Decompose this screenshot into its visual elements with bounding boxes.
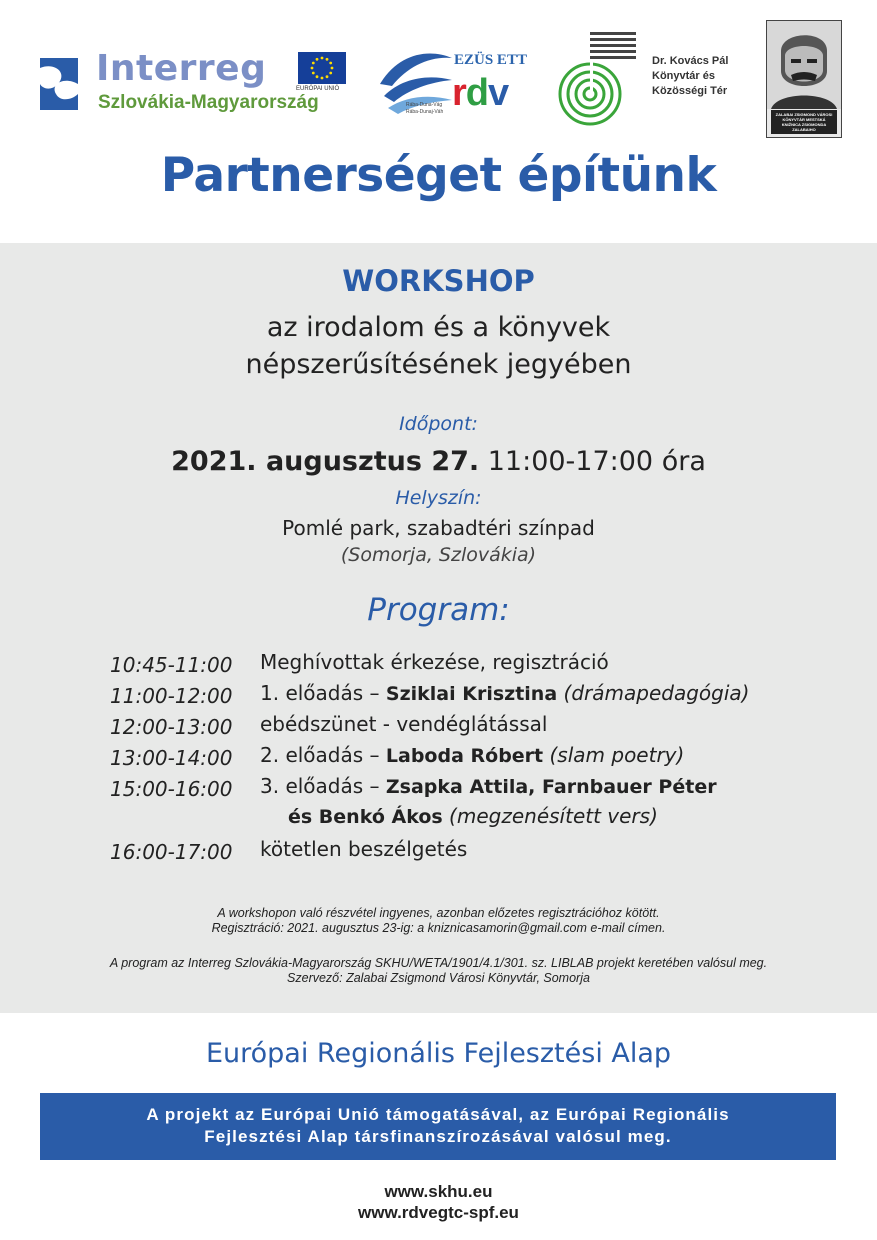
library-book-spiral-icon — [556, 32, 640, 128]
note-free: A workshopon való részvétel ingyenes, azonban előzetes regisztrációhoz kötött. — [217, 906, 660, 920]
program-heading: Program: — [367, 592, 510, 628]
fund-name: Európai Regionális Fejlesztési Alap — [205, 1038, 672, 1069]
event-hours: 11:00-17:00 óra — [487, 446, 706, 477]
note-program: A program az Interreg Szlovákia-Magyarország SKHU/WETA/1901/4.1/301. sz. LIBLAB projekt keretében valósul meg. — [109, 956, 768, 970]
rdv-top-text: EZÜS ETT — [454, 52, 527, 68]
interreg-mark-icon — [34, 54, 84, 112]
url-skhu[interactable]: www.skhu.eu — [384, 1182, 493, 1201]
url-rdvegtc[interactable]: www.rdvegtc-spf.eu — [358, 1203, 519, 1222]
note-organizer: Szervező: Zalabai Zsigmond Városi Könyvtár, Somorja — [287, 971, 590, 985]
speaker-name: Sziklai Krisztina — [385, 683, 558, 705]
zalabai-portrait-logo — [766, 20, 842, 138]
program-row: 12:00-13:00 ebédszünet - vendéglátással — [110, 712, 548, 739]
rdv-small-2: Rába-Dunaj-Váh — [406, 109, 444, 115]
program-row: 13:00-14:00 2. előadás – Laboda Róbert (slam poetry) — [110, 743, 685, 770]
program-row: 16:00-17:00 kötetlen beszélgetés — [110, 837, 468, 864]
rdv-letters: rdv — [452, 72, 509, 114]
time-label: Időpont: — [399, 413, 478, 435]
speaker-name: és Benkó Ákos — [288, 806, 443, 828]
eu-label: EURÓPAI UNIÓ — [296, 86, 340, 92]
page-title: Partnerséget építünk — [160, 148, 717, 203]
program-row-continued: és Benkó Ákos (megzenésített vers) — [288, 804, 658, 828]
library-name: Dr. Kovács Pál Könyvtár és Közösségi Tér — [652, 55, 729, 97]
event-datetime — [0, 446, 877, 477]
place-label: Helyszín: — [395, 487, 482, 509]
eu-support-box: A projekt az Európai Unió támogatásával, az Európai Regionális Fejlesztési Alap társfinanszírozásával valósul meg. — [40, 1093, 836, 1160]
event-date: 2021. augusztus 27. — [171, 446, 480, 477]
speaker-name: Zsapka Attila, Farnbauer Péter — [385, 776, 717, 798]
eu-flag-icon — [298, 52, 346, 84]
library-logo — [556, 32, 766, 132]
interreg-region: Szlovákia-Magyarország — [98, 92, 319, 113]
rdv-small-1: Rába-Duna-Vág — [406, 102, 443, 108]
event-place: Pomlé park, szabadtéri színpad — [282, 516, 595, 540]
workshop-heading: WORKSHOP — [342, 264, 535, 298]
event-country: (Somorja, Szlovákia) — [340, 544, 537, 566]
program-row: 15:00-16:00 3. előadás – Zsapka Attila, Farnbauer Péter — [110, 774, 717, 801]
rdv-egtc-logo — [378, 44, 528, 119]
note-registration: Regisztráció: 2021. augusztus 23-ig: a kniznicasamorin@gmail.com e-mail címen. — [211, 921, 666, 935]
program-row: 11:00-12:00 1. előadás – Sziklai Krisztina (drámapedagógia) — [110, 681, 750, 708]
portrait-face-icon — [767, 21, 841, 109]
speaker-name: Laboda Róbert — [385, 745, 544, 767]
workshop-subtitle: az irodalom és a könyvek népszerűsítésének jegyében — [245, 312, 632, 380]
interreg-brand: Interreg — [96, 48, 267, 89]
logo-header — [0, 0, 877, 140]
program-row: 10:45-11:00 Meghívottak érkezése, regisztráció — [110, 650, 609, 677]
portrait-caption: ZALABAI ZSIGMOND VÁROSI KÖNYVTÁR MESTSKÁ KNIŽNICA ZSIGMONDA ZALABAIHO — [771, 110, 837, 134]
